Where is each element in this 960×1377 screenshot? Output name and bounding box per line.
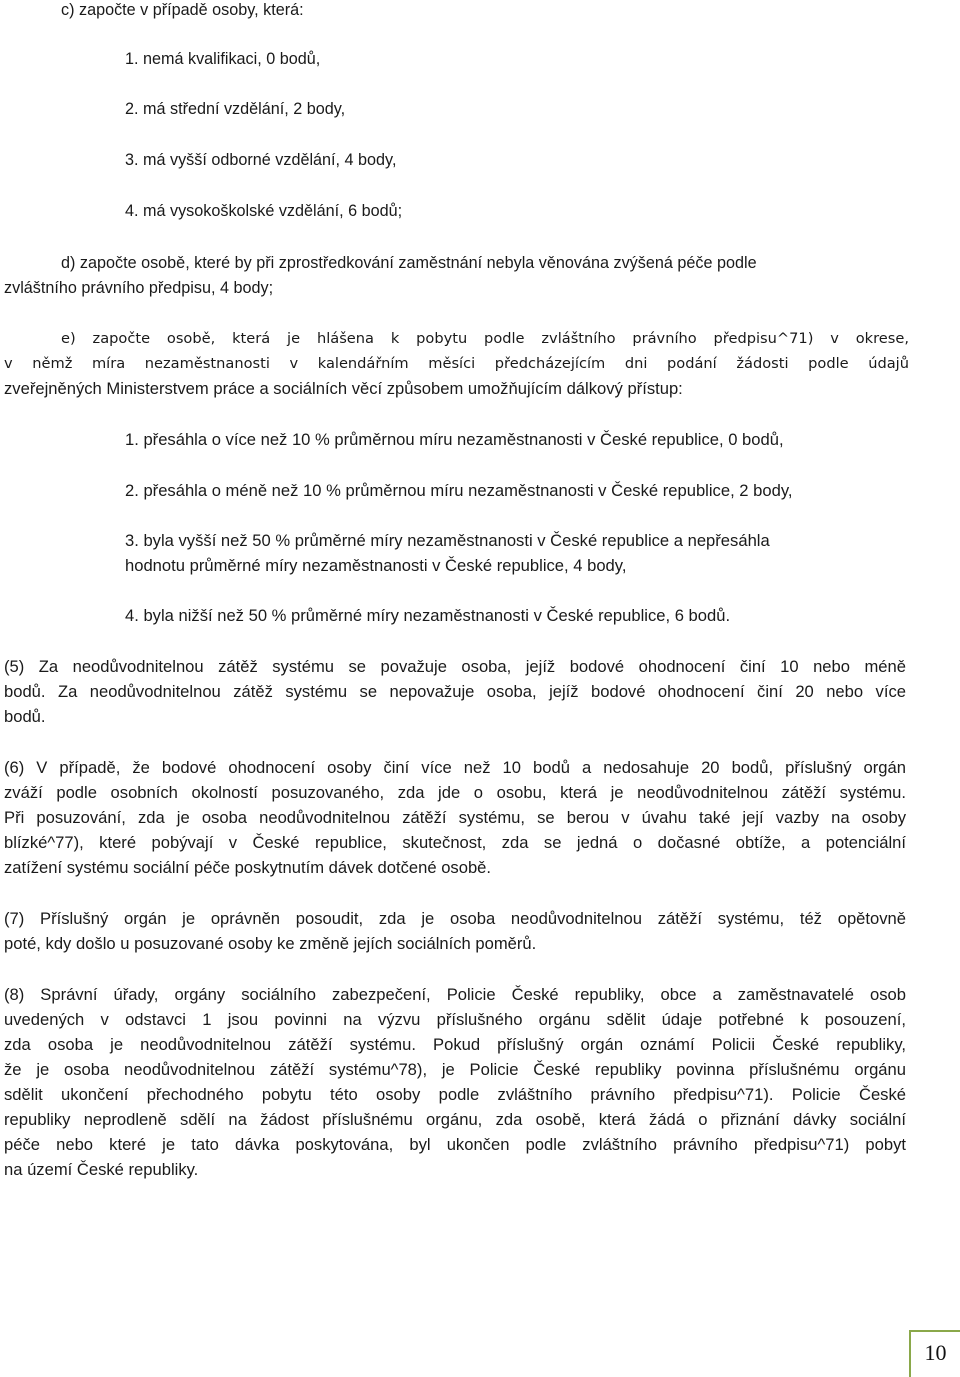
paragraph-8-line-4: že je osoba neodůvodnitelnou zátěží systému^78), je Policie České republiky povinna příslušnému orgánu (4, 1060, 906, 1079)
paragraph-8-line-7: péče nebo které je tato dávka poskytována, byl ukončen podle zvláštního právního předpisu^71) pobyt (4, 1135, 906, 1154)
page-number: 10 (909, 1330, 960, 1377)
clause-c-intro: c) započte v případě osoby, která: (61, 1, 304, 19)
clause-e-item-1: 1. přesáhla o více než 10 % průměrnou míru nezaměstnanosti v České republice, 0 bodů, (125, 430, 784, 449)
paragraph-5-line-3: bodů. (4, 707, 46, 726)
clause-c-item-4: 4. má vysokoškolské vzdělání, 6 bodů; (125, 202, 403, 220)
clause-d-line-1: d) započte osobě, které by při zprostředkování zaměstnání nebyla věnována zvýšená péče podle (61, 254, 757, 272)
paragraph-6-line-1: (6) V případě, že bodové ohodnocení osoby činí více než 10 bodů a nedosahuje 20 bodů, příslušný orgán (4, 758, 906, 777)
paragraph-8-line-1: (8) Správní úřady, orgány sociálního zabezpečení, Policie České republiky, obce a zaměstnavatelé osob (4, 985, 906, 1004)
clause-e-line-2: v němž míra nezaměstnanosti v kalendářním měsíci předcházejícím dni podání žádosti podle údajů (4, 355, 909, 372)
clause-e-line-3: zveřejněných Ministerstvem práce a sociálních věcí způsobem umožňujícím dálkový přístup: (4, 379, 683, 398)
clause-e-item-2: 2. přesáhla o méně než 10 % průměrnou míru nezaměstnanosti v České republice, 2 body, (125, 481, 793, 500)
clause-c-item-2: 2. má střední vzdělání, 2 body, (125, 100, 346, 118)
clause-c-item-3: 3. má vyšší odborné vzdělání, 4 body, (125, 151, 397, 169)
clause-e-line-1: e) započte osobě, která je hlášena k pobytu podle zvláštního právního předpisu^71) v okrese, (61, 330, 909, 347)
clause-e-item-4: 4. byla nižší než 50 % průměrné míry nezaměstnanosti v České republice, 6 bodů. (125, 606, 731, 625)
paragraph-5-line-1: (5) Za neodůvodnitelnou zátěž systému se považuje osoba, jejíž bodové ohodnocení činí 10 nebo méně (4, 657, 906, 676)
paragraph-6-line-2: zváží podle osobních okolností posuzovaného, zda jde o osobu, která je neodůvodnitelnou zátěží systému. (4, 783, 906, 802)
clause-c-item-1: 1. nemá kvalifikaci, 0 bodů, (125, 50, 321, 68)
clause-e-item-3-line-1: 3. byla vyšší než 50 % průměrné míry nezaměstnanosti v České republice a nepřesáhla (125, 531, 770, 550)
paragraph-8-line-8: na území České republiky. (4, 1160, 199, 1179)
paragraph-8-line-3: zda osoba je neodůvodnitelnou zátěží systému. Pokud příslušný orgán oznámí Policii České republiky, (4, 1035, 906, 1054)
paragraph-8-line-5: sdělit ukončení přechodného pobytu této osoby podle zvláštního právního předpisu^71). Policie České (4, 1085, 906, 1104)
paragraph-7-line-2: poté, kdy došlo u posuzované osoby ke změně jejích sociálních poměrů. (4, 934, 537, 953)
paragraph-6-line-3: Při posuzování, zda je osoba neodůvodnitelnou zátěží systému, se berou v úvahu také její vazby na osoby (4, 808, 906, 827)
paragraph-6-line-5: zatížení systému sociální péče poskytnutím dávek dotčené osobě. (4, 858, 492, 877)
paragraph-6-line-4: blízké^77), které pobývají v České republice, skutečnost, zda se jedná o dočasné obtíže, a potenciální (4, 833, 906, 852)
paragraph-7-line-1: (7) Příslušný orgán je oprávněn posoudit, zda je osoba neodůvodnitelnou zátěží systému, též opětovně (4, 909, 906, 928)
clause-d-line-2: zvláštního právního předpisu, 4 body; (4, 279, 274, 297)
clause-e-item-3-line-2: hodnotu průměrné míry nezaměstnanosti v České republice, 4 body, (125, 556, 627, 575)
paragraph-5-line-2: bodů. Za neodůvodnitelnou zátěž systému se nepovažuje osoba, jejíž bodové ohodnocení činí 20 nebo více (4, 682, 906, 701)
paragraph-8-line-6: republiky neprodleně sdělí na žádost příslušnému orgánu, zda osobě, která žádá o přiznání dávky sociální (4, 1110, 906, 1129)
paragraph-8-line-2: uvedených v odstavci 1 jsou povinni na výzvu příslušného orgánu sdělit údaje potřebné k posouzení, (4, 1010, 906, 1029)
